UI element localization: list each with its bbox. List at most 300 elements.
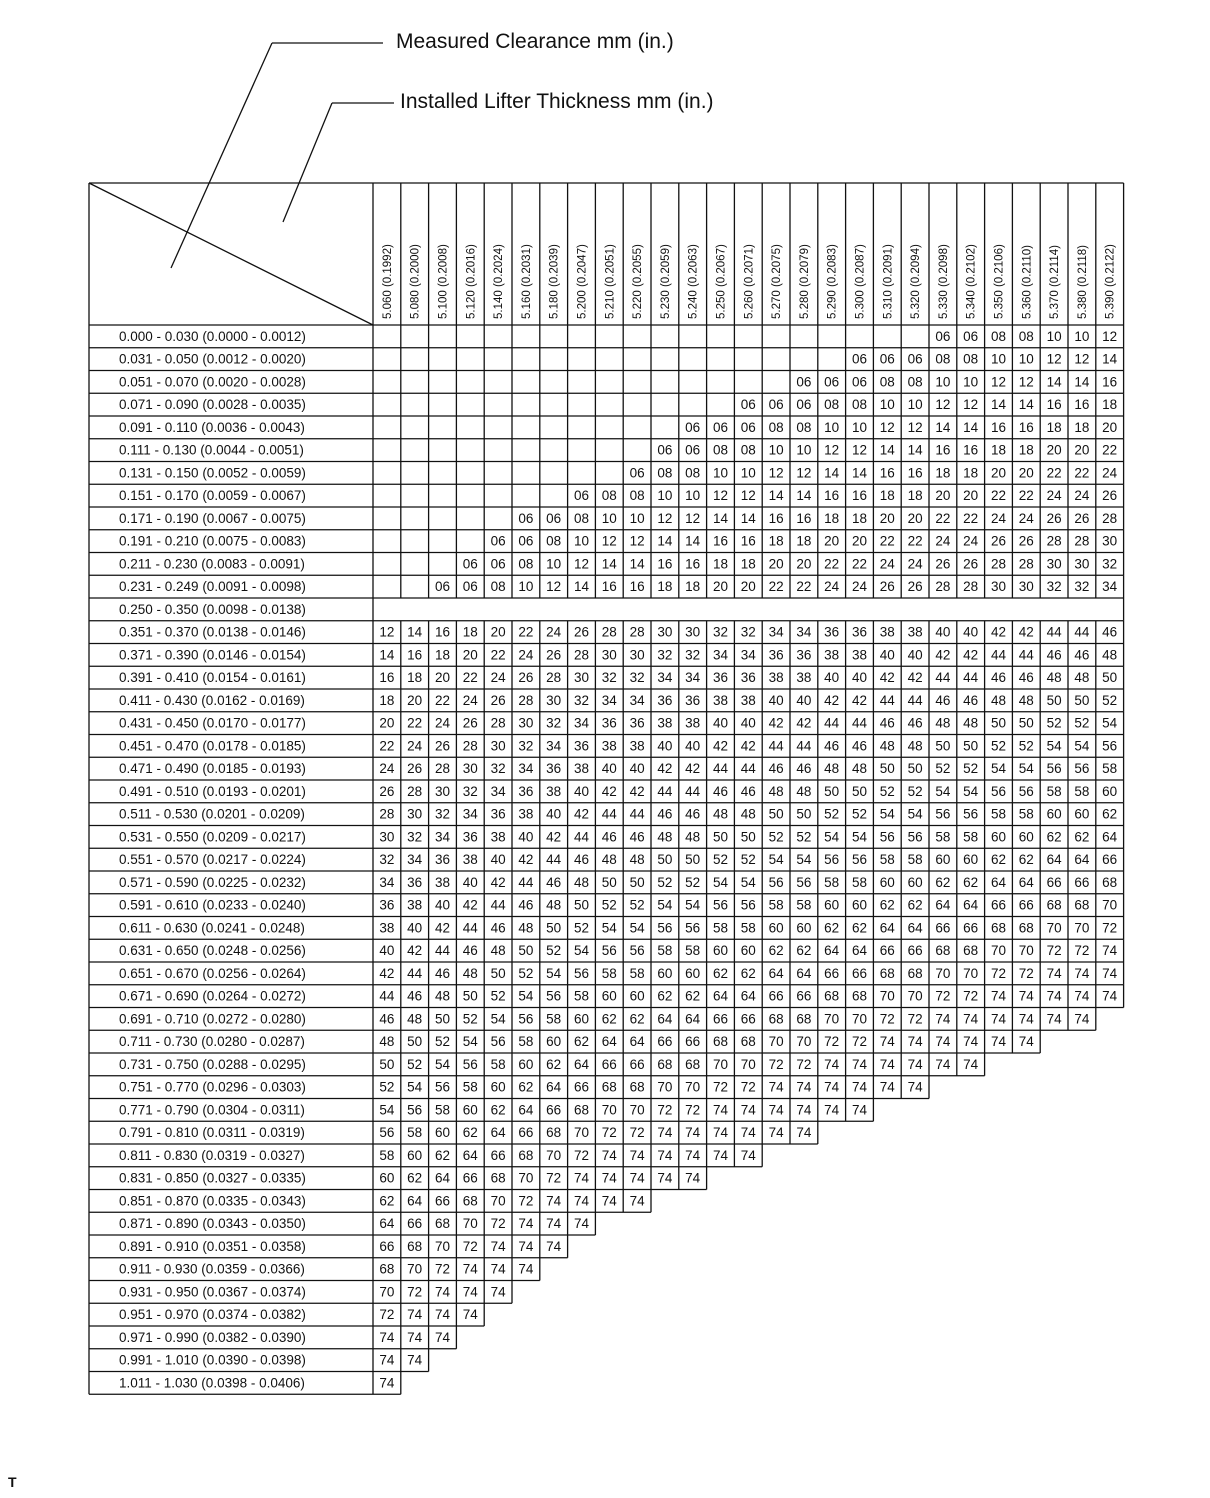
- table-cell-value: 52: [907, 783, 923, 799]
- table-cell-value: 26: [434, 738, 451, 754]
- table-cell-value: 56: [990, 783, 1007, 799]
- table-cell-value: 58: [490, 1056, 506, 1072]
- table-cell-value: 40: [685, 738, 701, 754]
- table-cell-value: 58: [573, 988, 590, 1004]
- table-cell-value: 46: [490, 920, 506, 936]
- leader-line-measured-diagonal: [171, 43, 272, 268]
- table-cell-value: 56: [546, 988, 562, 1004]
- table-cell-value: 10: [712, 465, 729, 481]
- table-cell-value: 10: [1046, 328, 1062, 344]
- table-cell-value: 58: [990, 806, 1007, 822]
- table-cell-value: 20: [1018, 465, 1034, 481]
- table-cell-value: 70: [601, 1102, 617, 1118]
- table-cell-value: 16: [712, 533, 729, 549]
- table-cell-value: 14: [935, 419, 951, 435]
- table-cell-value: 70: [434, 1238, 451, 1254]
- table-cell-value: 46: [935, 692, 951, 708]
- table-cell-value: 62: [740, 965, 756, 981]
- table-cell-value: 52: [1018, 738, 1034, 754]
- table-cell-value: 38: [712, 692, 729, 708]
- table-cell-value: 40: [824, 670, 840, 686]
- table-cell-value: 52: [434, 1034, 451, 1050]
- table-cell-value: 72: [434, 1261, 451, 1277]
- table-cell-value: 70: [629, 1102, 645, 1118]
- table-cell-value: 42: [851, 692, 868, 708]
- table-cell-value: 10: [907, 397, 923, 413]
- row-label: 0.231 - 0.249 (0.0091 - 0.0098): [119, 579, 306, 595]
- table-cell-value: 42: [407, 943, 423, 959]
- column-header-label: 5.120 (0.2016): [465, 244, 478, 319]
- table-cell-value: 26: [546, 647, 562, 663]
- table-cell-value: 70: [462, 1216, 478, 1232]
- table-cell-value: 74: [879, 1079, 895, 1095]
- table-cell-value: 28: [573, 647, 590, 663]
- table-cell-value: 30: [629, 647, 645, 663]
- table-cell-value: 32: [657, 647, 673, 663]
- table-cell-value: 50: [629, 874, 645, 890]
- table-cell-value: 38: [546, 783, 562, 799]
- table-cell-value: 12: [740, 488, 756, 504]
- table-cell-value: 72: [851, 1034, 868, 1050]
- table-cell-value: 62: [796, 943, 812, 959]
- table-cell-value: 74: [990, 1034, 1007, 1050]
- table-cell-value: 66: [879, 943, 895, 959]
- table-cell-value: 56: [963, 806, 979, 822]
- table-cell-value: 68: [990, 920, 1007, 936]
- table-cell-value: 68: [1074, 897, 1090, 913]
- table-cell-value: 12: [1046, 351, 1062, 367]
- table-cell-value: 74: [379, 1329, 395, 1345]
- table-cell-value: 66: [629, 1056, 645, 1072]
- table-cell-value: 18: [1074, 419, 1090, 435]
- table-cell-value: 40: [879, 647, 895, 663]
- table-cell-value: 06: [935, 328, 951, 344]
- row-label: 0.911 - 0.930 (0.0359 - 0.0366): [119, 1261, 305, 1277]
- table-cell-value: 24: [824, 579, 840, 595]
- table-cell-value: 22: [851, 556, 868, 572]
- table-cell-value: 44: [434, 943, 451, 959]
- column-header-label: 5.180 (0.2039): [548, 244, 561, 319]
- table-cell-value: 10: [573, 533, 590, 549]
- table-cell-value: 08: [601, 488, 617, 504]
- table-cell-value: 36: [546, 761, 562, 777]
- table-cell-value: 30: [1102, 533, 1118, 549]
- table-cell-value: 74: [963, 1034, 979, 1050]
- table-cell-value: 14: [740, 510, 756, 526]
- table-cell-value: 54: [990, 761, 1007, 777]
- table-cell-value: 32: [462, 783, 478, 799]
- table-cell-value: 14: [629, 556, 645, 572]
- table-cell-value: 70: [1046, 920, 1062, 936]
- table-cell-value: 56: [407, 1102, 423, 1118]
- table-cell-value: 62: [629, 1011, 645, 1027]
- table-cell-value: 22: [407, 715, 423, 731]
- table-cell-value: 38: [490, 829, 506, 845]
- table-cell-value: 56: [573, 965, 590, 981]
- table-cell-value: 08: [824, 397, 840, 413]
- table-cell-value: 28: [601, 624, 617, 640]
- table-cell-value: 20: [462, 647, 478, 663]
- table-cell-value: 68: [963, 943, 979, 959]
- table-cell-value: 56: [824, 852, 840, 868]
- table-cell-value: 40: [546, 806, 562, 822]
- table-cell-value: 26: [963, 556, 979, 572]
- table-cell-value: 52: [712, 852, 729, 868]
- table-cell-value: 58: [379, 1147, 395, 1163]
- table-cell-value: 30: [1046, 556, 1062, 572]
- table-cell-value: 56: [935, 806, 951, 822]
- table-cell-value: 72: [573, 1147, 590, 1163]
- row-label: 0.851 - 0.870 (0.0335 - 0.0343): [119, 1193, 306, 1209]
- row-label: 0.000 - 0.030 (0.0000 - 0.0012): [119, 328, 306, 344]
- table-cell-value: 56: [712, 897, 729, 913]
- table-cell-value: 08: [796, 419, 812, 435]
- row-label: 0.511 - 0.530 (0.0201 - 0.0209): [119, 806, 305, 822]
- table-cell-value: 10: [879, 397, 895, 413]
- table-cell-value: 64: [768, 965, 784, 981]
- table-cell-value: 36: [407, 874, 423, 890]
- table-cell-value: 74: [907, 1034, 923, 1050]
- table-cell-value: 34: [601, 692, 617, 708]
- table-cell-value: 32: [1102, 556, 1118, 572]
- table-cell-value: 72: [379, 1307, 395, 1323]
- table-cell-value: 68: [546, 1125, 562, 1141]
- table-cell-value: 20: [407, 692, 423, 708]
- row-label: 0.831 - 0.850 (0.0327 - 0.0335): [119, 1170, 306, 1186]
- table-cell-value: 30: [379, 829, 395, 845]
- table-cell-value: 52: [824, 806, 840, 822]
- table-cell-value: 48: [685, 829, 701, 845]
- table-cell-value: 48: [573, 874, 590, 890]
- table-cell-value: 62: [824, 920, 840, 936]
- column-header-label: 5.330 (0.2098): [937, 244, 950, 319]
- table-cell-value: 18: [851, 510, 868, 526]
- table-cell-value: 18: [1102, 397, 1118, 413]
- table-cell-value: 66: [379, 1238, 395, 1254]
- table-cell-value: 72: [1018, 965, 1034, 981]
- table-cell-value: 60: [796, 920, 812, 936]
- table-cell-value: 48: [518, 920, 534, 936]
- table-cell-value: 68: [685, 1056, 701, 1072]
- table-cell-value: 40: [712, 715, 729, 731]
- table-cell-value: 66: [1102, 852, 1118, 868]
- table-cell-value: 08: [629, 488, 645, 504]
- table-cell-value: 46: [768, 761, 784, 777]
- table-cell-value: 10: [546, 556, 562, 572]
- table-cell-value: 14: [990, 397, 1007, 413]
- table-cell-value: 50: [963, 738, 979, 754]
- table-cell-value: 54: [1018, 761, 1034, 777]
- table-cell-value: 74: [490, 1238, 506, 1254]
- table-cell-value: 68: [1102, 874, 1118, 890]
- table-cell-value: 42: [824, 692, 840, 708]
- table-cell-value: 40: [407, 920, 423, 936]
- table-cell-value: 58: [629, 965, 645, 981]
- table-cell-value: 74: [712, 1147, 729, 1163]
- column-header-label: 5.200 (0.2047): [576, 244, 589, 319]
- table-cell-value: 28: [1018, 556, 1034, 572]
- table-cell-value: 70: [768, 1034, 784, 1050]
- column-header-label: 5.310 (0.2091): [882, 244, 895, 319]
- table-cell-value: 08: [907, 374, 923, 390]
- table-cell-value: 44: [685, 783, 701, 799]
- table-cell-value: 70: [1018, 943, 1034, 959]
- table-cell-value: 74: [379, 1375, 395, 1391]
- table-cell-value: 14: [796, 488, 812, 504]
- table-cell-value: 60: [851, 897, 868, 913]
- table-cell-value: 48: [990, 692, 1007, 708]
- table-cell-value: 38: [685, 715, 701, 731]
- table-cell-value: 06: [685, 419, 701, 435]
- table-cell-value: 42: [740, 738, 756, 754]
- table-cell-value: 46: [824, 738, 840, 754]
- table-cell-value: 66: [407, 1216, 423, 1232]
- table-cell-value: 58: [712, 920, 729, 936]
- table-cell-value: 50: [601, 874, 617, 890]
- table-cell-value: 46: [796, 761, 812, 777]
- table-cell-value: 22: [990, 488, 1007, 504]
- table-cell-value: 46: [712, 783, 729, 799]
- table-cell-value: 60: [712, 943, 729, 959]
- table-cell-value: 74: [601, 1193, 617, 1209]
- table-cell-value: 06: [685, 442, 701, 458]
- table-cell-value: 54: [1074, 738, 1090, 754]
- table-cell-value: 46: [434, 965, 451, 981]
- table-cell-value: 40: [462, 874, 478, 890]
- table-cell-value: 50: [907, 761, 923, 777]
- table-cell-value: 58: [1074, 783, 1090, 799]
- table-cell-value: 24: [1074, 488, 1090, 504]
- table-cell-value: 42: [796, 715, 812, 731]
- table-cell-value: 72: [824, 1034, 840, 1050]
- table-cell-value: 62: [712, 965, 729, 981]
- table-cell-value: 64: [1074, 852, 1090, 868]
- table-cell-value: 74: [768, 1102, 784, 1118]
- table-cell-value: 62: [851, 920, 868, 936]
- table-cell-value: 64: [434, 1170, 451, 1186]
- table-cell-value: 48: [434, 988, 451, 1004]
- table-cell-value: 14: [1102, 351, 1118, 367]
- table-cell-value: 68: [379, 1261, 395, 1277]
- table-cell-value: 36: [629, 715, 645, 731]
- table-cell-value: 74: [768, 1079, 784, 1095]
- table-cell-value: 42: [935, 647, 951, 663]
- table-cell-value: 20: [712, 579, 729, 595]
- table-cell-value: 44: [963, 670, 979, 686]
- table-cell-value: 16: [657, 556, 673, 572]
- table-cell-value: 70: [1102, 897, 1118, 913]
- table-cell-value: 54: [907, 806, 923, 822]
- table-cell-value: 44: [740, 761, 756, 777]
- table-cell-value: 20: [1102, 419, 1118, 435]
- table-cell-value: 28: [379, 806, 395, 822]
- table-cell-value: 14: [407, 624, 423, 640]
- table-cell-value: 66: [796, 988, 812, 1004]
- table-cell-value: 72: [796, 1056, 812, 1072]
- table-cell-value: 46: [629, 829, 645, 845]
- table-cell-value: 70: [379, 1284, 395, 1300]
- table-cell-value: 58: [824, 874, 840, 890]
- table-cell-value: 44: [768, 738, 784, 754]
- table-cell-value: 44: [851, 715, 868, 731]
- table-cell-value: 68: [907, 965, 923, 981]
- table-cell-value: 74: [1046, 965, 1062, 981]
- table-cell-value: 74: [629, 1170, 645, 1186]
- row-label: 0.671 - 0.690 (0.0264 - 0.0272): [119, 988, 306, 1004]
- table-cell-value: 64: [518, 1102, 534, 1118]
- table-cell-value: 70: [907, 988, 923, 1004]
- table-cell-value: 18: [935, 465, 951, 481]
- table-cell-value: 64: [796, 965, 812, 981]
- table-cell-value: 60: [573, 1011, 590, 1027]
- table-cell-value: 42: [990, 624, 1007, 640]
- table-cell-value: 60: [601, 988, 617, 1004]
- table-cell-value: 54: [879, 806, 895, 822]
- row-label: 0.351 - 0.370 (0.0138 - 0.0146): [119, 624, 306, 640]
- table-cell-value: 70: [796, 1034, 812, 1050]
- row-label: 0.871 - 0.890 (0.0343 - 0.0350): [119, 1216, 306, 1232]
- table-cell-value: 74: [546, 1193, 562, 1209]
- table-cell-value: 34: [685, 670, 701, 686]
- table-cell-value: 62: [907, 897, 923, 913]
- table-cell-value: 74: [851, 1102, 868, 1118]
- table-cell-value: 66: [990, 897, 1007, 913]
- table-cell-value: 48: [601, 852, 617, 868]
- table-cell-value: 62: [879, 897, 895, 913]
- table-cell-value: 20: [379, 715, 395, 731]
- table-cell-value: 68: [824, 988, 840, 1004]
- row-label: 0.751 - 0.770 (0.0296 - 0.0303): [119, 1079, 306, 1095]
- table-cell-value: 28: [546, 670, 562, 686]
- row-label: 0.451 - 0.470 (0.0178 - 0.0185): [119, 738, 306, 754]
- column-header-label: 5.360 (0.2110): [1021, 245, 1034, 319]
- table-cell-value: 74: [851, 1079, 868, 1095]
- table-cell-value: 44: [379, 988, 395, 1004]
- table-cell-value: 60: [740, 943, 756, 959]
- table-cell-value: 60: [907, 874, 923, 890]
- table-cell-value: 46: [963, 692, 979, 708]
- table-cell-value: 54: [824, 829, 840, 845]
- table-cell-value: 44: [796, 738, 812, 754]
- table-cell-value: 16: [1018, 419, 1034, 435]
- table-cell-value: 16: [824, 488, 840, 504]
- table-cell-value: 12: [768, 465, 784, 481]
- table-cell-value: 38: [768, 670, 784, 686]
- table-cell-value: 48: [796, 783, 812, 799]
- table-cell-value: 18: [712, 556, 729, 572]
- table-cell-value: 64: [407, 1193, 423, 1209]
- table-cell-value: 40: [796, 692, 812, 708]
- table-cell-value: 12: [546, 579, 562, 595]
- table-cell-value: 38: [462, 852, 478, 868]
- table-cell-value: 42: [546, 829, 562, 845]
- table-cell-value: 36: [573, 738, 590, 754]
- table-cell-value: 44: [935, 670, 951, 686]
- table-cell-value: 10: [935, 374, 951, 390]
- table-cell-value: 56: [601, 943, 617, 959]
- table-cell-value: 08: [935, 351, 951, 367]
- table-cell-value: 40: [601, 761, 617, 777]
- table-cell-value: 14: [1046, 374, 1062, 390]
- table-cell-value: 56: [907, 829, 923, 845]
- table-cell-value: 30: [490, 738, 506, 754]
- table-cell-value: 48: [851, 761, 868, 777]
- table-cell-value: 20: [963, 488, 979, 504]
- table-cell-value: 68: [407, 1238, 423, 1254]
- table-cell-value: 74: [824, 1102, 840, 1118]
- table-cell-value: 68: [712, 1034, 729, 1050]
- table-cell-value: 30: [407, 806, 423, 822]
- table-cell-value: 42: [879, 670, 895, 686]
- table-cell-value: 40: [629, 761, 645, 777]
- table-cell-value: 74: [546, 1238, 562, 1254]
- row-label: 0.391 - 0.410 (0.0154 - 0.0161): [119, 670, 306, 686]
- table-cell-value: 50: [518, 943, 534, 959]
- table-cell-value: 50: [824, 783, 840, 799]
- table-cell-value: 38: [518, 806, 534, 822]
- table-cell-value: 18: [407, 670, 423, 686]
- table-cell-value: 66: [1074, 874, 1090, 890]
- table-cell-value: 50: [851, 783, 868, 799]
- table-cell-value: 52: [657, 874, 673, 890]
- table-cell-value: 36: [768, 647, 784, 663]
- table-cell-value: 18: [434, 647, 451, 663]
- table-cell-value: 50: [434, 1011, 451, 1027]
- table-cell-value: 38: [740, 692, 756, 708]
- table-cell-value: 48: [963, 715, 979, 731]
- column-header-label: 5.250 (0.2067): [715, 244, 728, 319]
- table-cell-value: 74: [963, 1056, 979, 1072]
- table-cell-value: 22: [1074, 465, 1090, 481]
- table-cell-value: 20: [768, 556, 784, 572]
- table-cell-value: 54: [379, 1102, 395, 1118]
- table-cell-value: 70: [518, 1170, 534, 1186]
- table-cell-value: 56: [434, 1079, 451, 1095]
- table-cell-value: 44: [907, 692, 923, 708]
- table-cell-value: 08: [518, 556, 534, 572]
- table-cell-value: 16: [935, 442, 951, 458]
- table-cell-value: 14: [573, 579, 590, 595]
- table-cell-value: 62: [963, 874, 979, 890]
- table-cell-value: 74: [601, 1170, 617, 1186]
- table-cell-value: 16: [379, 670, 395, 686]
- table-cell-value: 24: [1046, 488, 1062, 504]
- table-cell-value: 72: [407, 1284, 423, 1300]
- table-cell-value: 60: [407, 1147, 423, 1163]
- table-cell-value: 66: [740, 1011, 756, 1027]
- header-diagonal-divider: [89, 183, 373, 325]
- row-label: 0.551 - 0.570 (0.0217 - 0.0224): [119, 852, 306, 868]
- table-cell-value: 56: [657, 920, 673, 936]
- measured-clearance-label: Measured Clearance mm (in.): [396, 30, 674, 53]
- table-cell-value: 66: [685, 1034, 701, 1050]
- table-cell-value: 62: [518, 1079, 534, 1095]
- table-cell-value: 20: [1046, 442, 1062, 458]
- table-cell-value: 52: [851, 806, 868, 822]
- table-cell-value: 58: [518, 1034, 534, 1050]
- table-cell-value: 52: [407, 1056, 423, 1072]
- table-cell-value: 32: [601, 670, 617, 686]
- column-header-label: 5.140 (0.2024): [493, 244, 506, 319]
- table-cell-value: 06: [490, 533, 506, 549]
- table-cell-value: 68: [768, 1011, 784, 1027]
- table-cell-value: 46: [518, 897, 534, 913]
- table-cell-value: 40: [740, 715, 756, 731]
- table-cell-value: 06: [518, 510, 534, 526]
- table-cell-value: 70: [490, 1193, 506, 1209]
- table-cell-value: 50: [407, 1034, 423, 1050]
- table-cell-value: 44: [712, 761, 729, 777]
